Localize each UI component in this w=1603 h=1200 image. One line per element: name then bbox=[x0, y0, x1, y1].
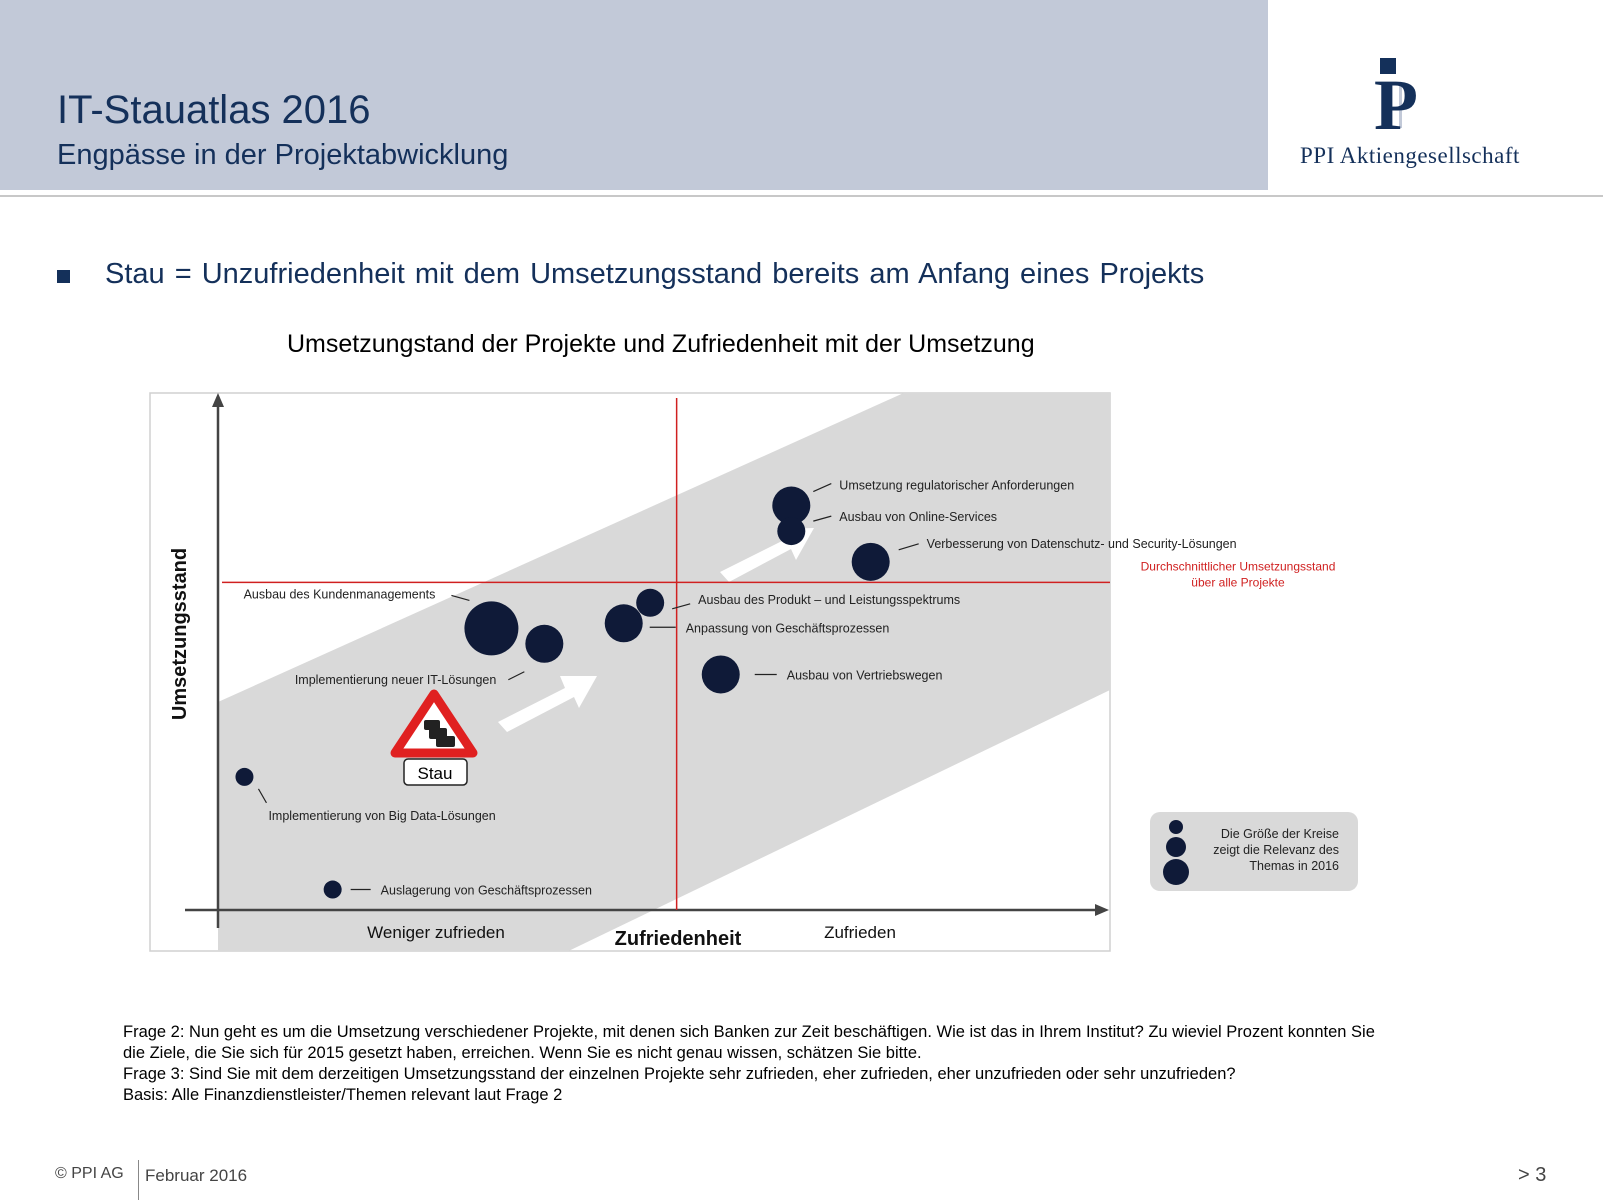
note-line: die Ziele, die Sie sich für 2015 gesetzt haben, erreichen. Wenn Sie es nicht genau wissen, schätzen Sie bitte. bbox=[123, 1044, 922, 1062]
company-name: PPI Aktiengesellschaft bbox=[1300, 143, 1520, 168]
legend-small-circle bbox=[1169, 820, 1183, 834]
point-label: Ausbau von Online-Services bbox=[839, 510, 998, 525]
footer-date: Februar 2016 bbox=[145, 1166, 248, 1185]
y-axis-label: Umsetzungsstand bbox=[169, 547, 191, 721]
legend-large-circle bbox=[1163, 859, 1189, 885]
data-point bbox=[852, 543, 890, 581]
legend-text: Die Größe der Kreise bbox=[1220, 827, 1339, 841]
point-label: Ausbau des Produkt – und Leistungsspektrums bbox=[698, 592, 961, 607]
point-label: Anpassung von Geschäftsprozessen bbox=[685, 621, 890, 636]
average-label: Durchschnittlicher Umsetzungsstand bbox=[1140, 559, 1336, 574]
legend bbox=[1150, 812, 1358, 891]
footer-copyright: © PPI AG bbox=[55, 1165, 124, 1182]
data-point bbox=[324, 881, 342, 899]
footnotes bbox=[123, 1022, 1493, 1106]
data-point bbox=[235, 768, 253, 786]
data-point bbox=[605, 604, 643, 642]
stau-label: Stau bbox=[417, 764, 453, 783]
footer-divider bbox=[138, 1160, 139, 1200]
data-point bbox=[636, 589, 664, 617]
point-label: Auslagerung von Geschäftsprozessen bbox=[380, 883, 592, 898]
bullet-statement: Stau = Unzufriedenheit mit dem Umsetzungsstand bereits am Anfang eines Projekts bbox=[105, 258, 1205, 290]
data-point bbox=[525, 625, 563, 663]
data-point bbox=[777, 517, 805, 545]
page-number: > 3 bbox=[1518, 1164, 1547, 1186]
point-label: Implementierung neuer IT-Lösungen bbox=[294, 672, 497, 687]
data-point bbox=[464, 601, 518, 655]
chart-title: Umsetzungstand der Projekte und Zufriedenheit mit der Umsetzung bbox=[287, 330, 1035, 358]
point-label: Implementierung von Big Data-Lösungen bbox=[268, 808, 496, 823]
point-label: Ausbau von Vertriebswegen bbox=[786, 668, 943, 683]
note-line: Basis: Alle Finanzdienstleister/Themen relevant laut Frage 2 bbox=[123, 1086, 563, 1104]
point-label: Ausbau des Kundenmanagements bbox=[243, 587, 436, 602]
svg-text:P: P bbox=[1374, 65, 1418, 145]
x-axis-label: Zufriedenheit bbox=[614, 928, 742, 950]
legend-medium-circle bbox=[1166, 837, 1186, 857]
page-subtitle: Engpässe in der Projektabwicklung bbox=[57, 139, 509, 171]
legend-text: zeigt die Relevanz des bbox=[1213, 843, 1339, 857]
point-label: Umsetzung regulatorischer Anforderungen bbox=[839, 478, 1075, 493]
note-line: Frage 3: Sind Sie mit dem derzeitigen Umsetzungsstand der einzelnen Projekte sehr zufrieden, eher zufrieden, eher unzufrieden oder sehr unzufrieden? bbox=[123, 1065, 1236, 1083]
data-point bbox=[702, 655, 740, 693]
note-line: Frage 2: Nun geht es um die Umsetzung verschiedener Projekte, mit denen sich Banken zur Zeit beschäftigen. Wie ist das in Ihrem Institut? Zu wieviel Prozent konnten Sie bbox=[123, 1023, 1375, 1041]
x-tick-label: Zufrieden bbox=[824, 923, 896, 942]
page-title: IT-Stauatlas 2016 bbox=[57, 88, 371, 132]
point-label: Verbesserung von Datenschutz- und Security-Lösungen bbox=[926, 536, 1237, 551]
x-tick-label: Weniger zufrieden bbox=[367, 923, 505, 942]
average-label: über alle Projekte bbox=[1191, 575, 1285, 590]
legend-text: Themas in 2016 bbox=[1249, 859, 1339, 873]
